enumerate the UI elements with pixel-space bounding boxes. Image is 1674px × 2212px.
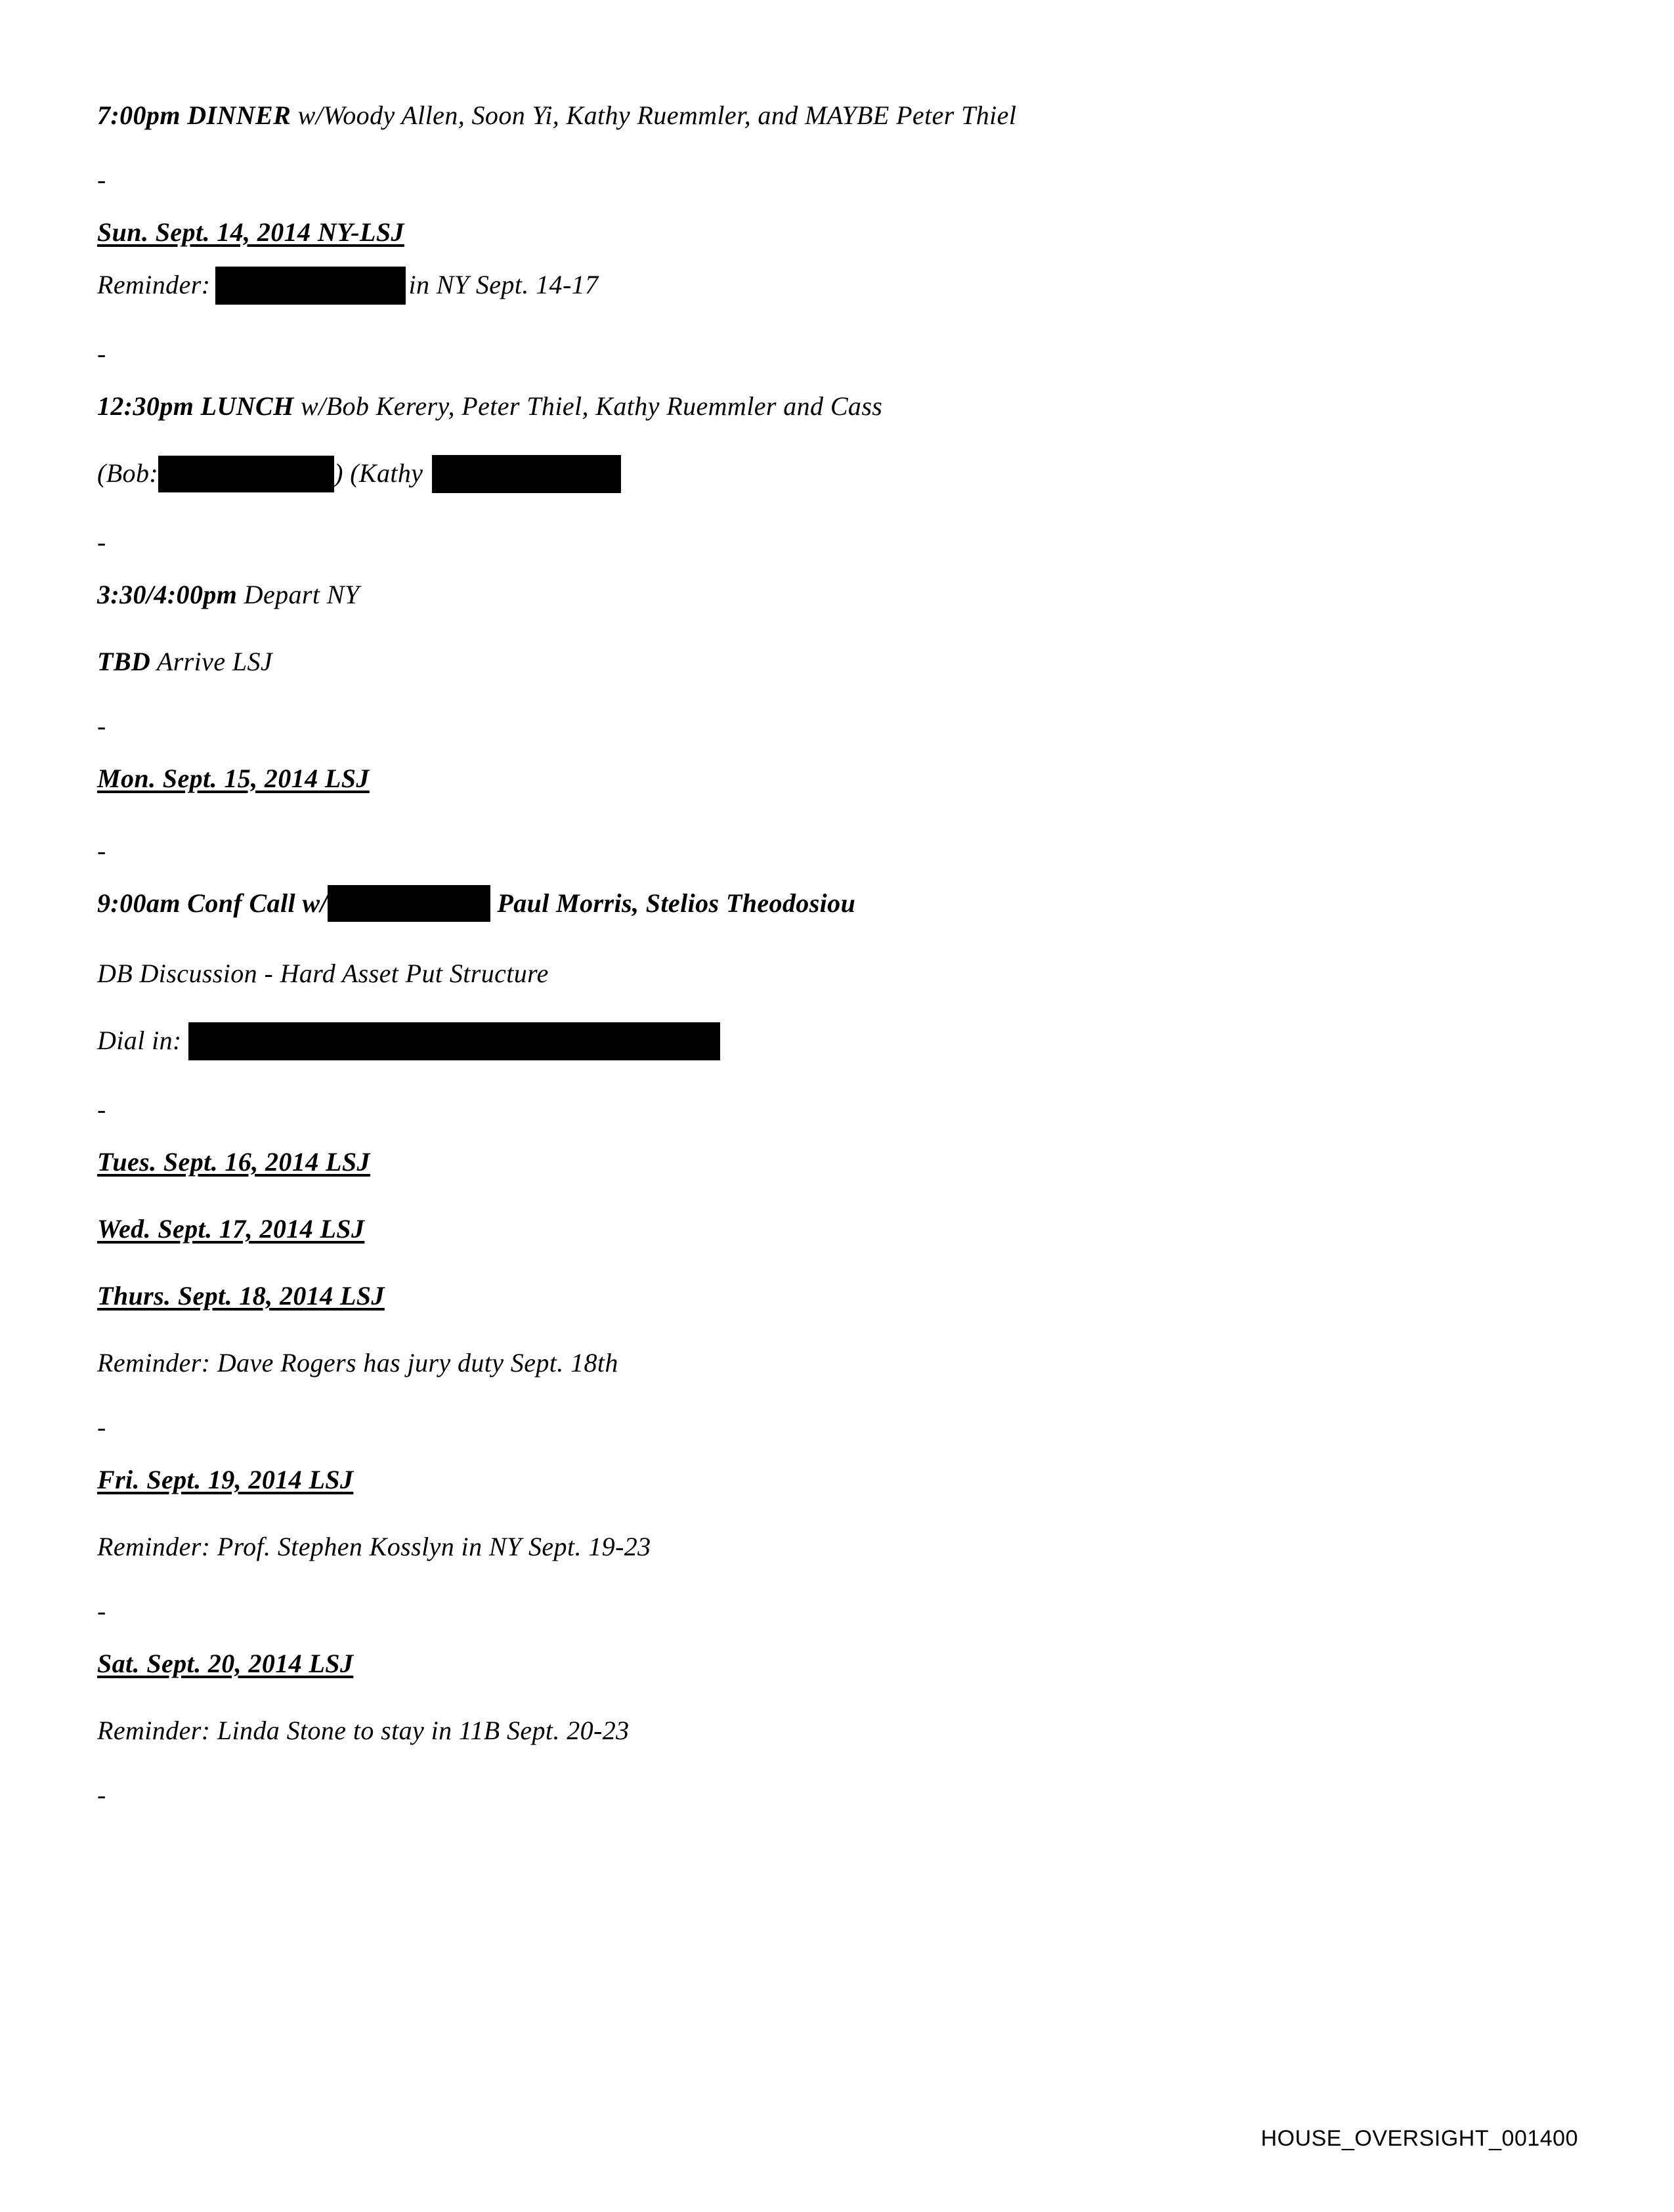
date-heading-fri-sept-19: Fri. Sept. 19, 2014 LSJ bbox=[97, 1465, 354, 1495]
calendar-entry-dinner bbox=[97, 98, 1476, 133]
bullet-marker: - bbox=[97, 527, 106, 557]
redaction-bar bbox=[432, 455, 621, 493]
entry-time: 9:00am Conf Call w/ bbox=[97, 888, 328, 918]
bullet-marker: - bbox=[97, 338, 106, 368]
redaction-bar bbox=[215, 267, 406, 305]
redaction-bar bbox=[328, 885, 490, 922]
entry-time: 12:30pm LUNCH bbox=[97, 391, 294, 421]
spacer bbox=[97, 679, 1476, 709]
spacer bbox=[97, 197, 1476, 215]
spacer bbox=[97, 1444, 1476, 1463]
date-heading-sun-sept-14: Sun. Sept. 14, 2014 NY-LSJ bbox=[97, 217, 404, 247]
spacer bbox=[97, 249, 1476, 268]
entry-text: Depart NY bbox=[237, 579, 360, 609]
spacer bbox=[97, 796, 1476, 834]
redaction-bar bbox=[158, 456, 334, 492]
reminder-fri-sept-19: Reminder: Prof. Stephen Kosslyn in NY Sept. 19-23 bbox=[97, 1532, 651, 1562]
spacer bbox=[97, 1127, 1476, 1145]
bullet-marker: - bbox=[97, 1095, 106, 1125]
entry-time: TBD bbox=[97, 646, 151, 676]
spacer bbox=[97, 1380, 1476, 1410]
spacer bbox=[97, 868, 1476, 886]
spacer bbox=[97, 1062, 1476, 1093]
contact-middle: ) (Kathy bbox=[334, 458, 423, 488]
redaction-bar bbox=[188, 1022, 720, 1060]
spacer bbox=[97, 495, 1476, 525]
spacer bbox=[97, 371, 1476, 389]
date-heading-tues-sept-16: Tues. Sept. 16, 2014 LSJ bbox=[97, 1147, 370, 1177]
entry-text: Paul Morris, Stelios Theodosiou bbox=[490, 888, 856, 918]
entry-text: Arrive LSJ bbox=[150, 646, 273, 676]
spacer bbox=[97, 307, 1476, 337]
calendar-entry-depart-ny bbox=[97, 578, 1476, 612]
calendar-entry-lunch bbox=[97, 389, 1476, 423]
reminder-sun-sept-14 bbox=[97, 268, 1476, 307]
spacer bbox=[97, 559, 1476, 578]
date-heading-mon-sept-15: Mon. Sept. 15, 2014 LSJ bbox=[97, 763, 370, 793]
bullet-marker: - bbox=[97, 710, 106, 741]
date-heading-wed-sept-17: Wed. Sept. 17, 2014 LSJ bbox=[97, 1214, 365, 1244]
spacer bbox=[97, 743, 1476, 762]
spacer bbox=[97, 133, 1476, 163]
entry-time: 3:30/4:00pm bbox=[97, 579, 238, 609]
bullet-marker: - bbox=[97, 1412, 106, 1442]
dial-in-label: Dial in: bbox=[97, 1026, 182, 1056]
date-heading-sat-sept-20: Sat. Sept. 20, 2014 LSJ bbox=[97, 1649, 354, 1679]
bullet-marker: - bbox=[97, 835, 106, 865]
reminder-thurs-sept-18: Reminder: Dave Rogers has jury duty Sept. 18th bbox=[97, 1348, 618, 1378]
lunch-contact-details bbox=[97, 456, 1476, 495]
bullet-marker: - bbox=[97, 1596, 106, 1626]
reminder-sat-sept-20: Reminder: Linda Stone to stay in 11B Sept. 20-23 bbox=[97, 1716, 630, 1746]
document-body bbox=[97, 98, 1476, 1812]
reminder-text: in NY Sept. 14-17 bbox=[408, 270, 599, 299]
spacer bbox=[97, 1628, 1476, 1647]
entry-text: w/Bob Kerery, Peter Thiel, Kathy Ruemmler and Cass bbox=[293, 391, 883, 421]
reminder-label: Reminder: bbox=[97, 270, 211, 299]
spacer bbox=[97, 1564, 1476, 1594]
bullet-marker: - bbox=[97, 165, 106, 194]
calendar-entry-arrive-lsj bbox=[97, 645, 1476, 679]
conf-call-topic: DB Discussion - Hard Asset Put Structure bbox=[97, 959, 549, 989]
entry-time: 7:00pm DINNER bbox=[97, 100, 291, 130]
bates-stamp: HOUSE_OVERSIGHT_001400 bbox=[1260, 2126, 1578, 2151]
bullet-marker: - bbox=[97, 1780, 106, 1810]
conf-call-dial-in bbox=[97, 1024, 1476, 1062]
contact-prefix: (Bob: bbox=[97, 458, 159, 488]
spacer bbox=[97, 1748, 1476, 1778]
calendar-entry-conf-call bbox=[97, 886, 1476, 924]
entry-text: w/Woody Allen, Soon Yi, Kathy Ruemmler, and MAYBE Peter Thiel bbox=[291, 100, 1017, 130]
date-heading-thurs-sept-18: Thurs. Sept. 18, 2014 LSJ bbox=[97, 1281, 385, 1311]
